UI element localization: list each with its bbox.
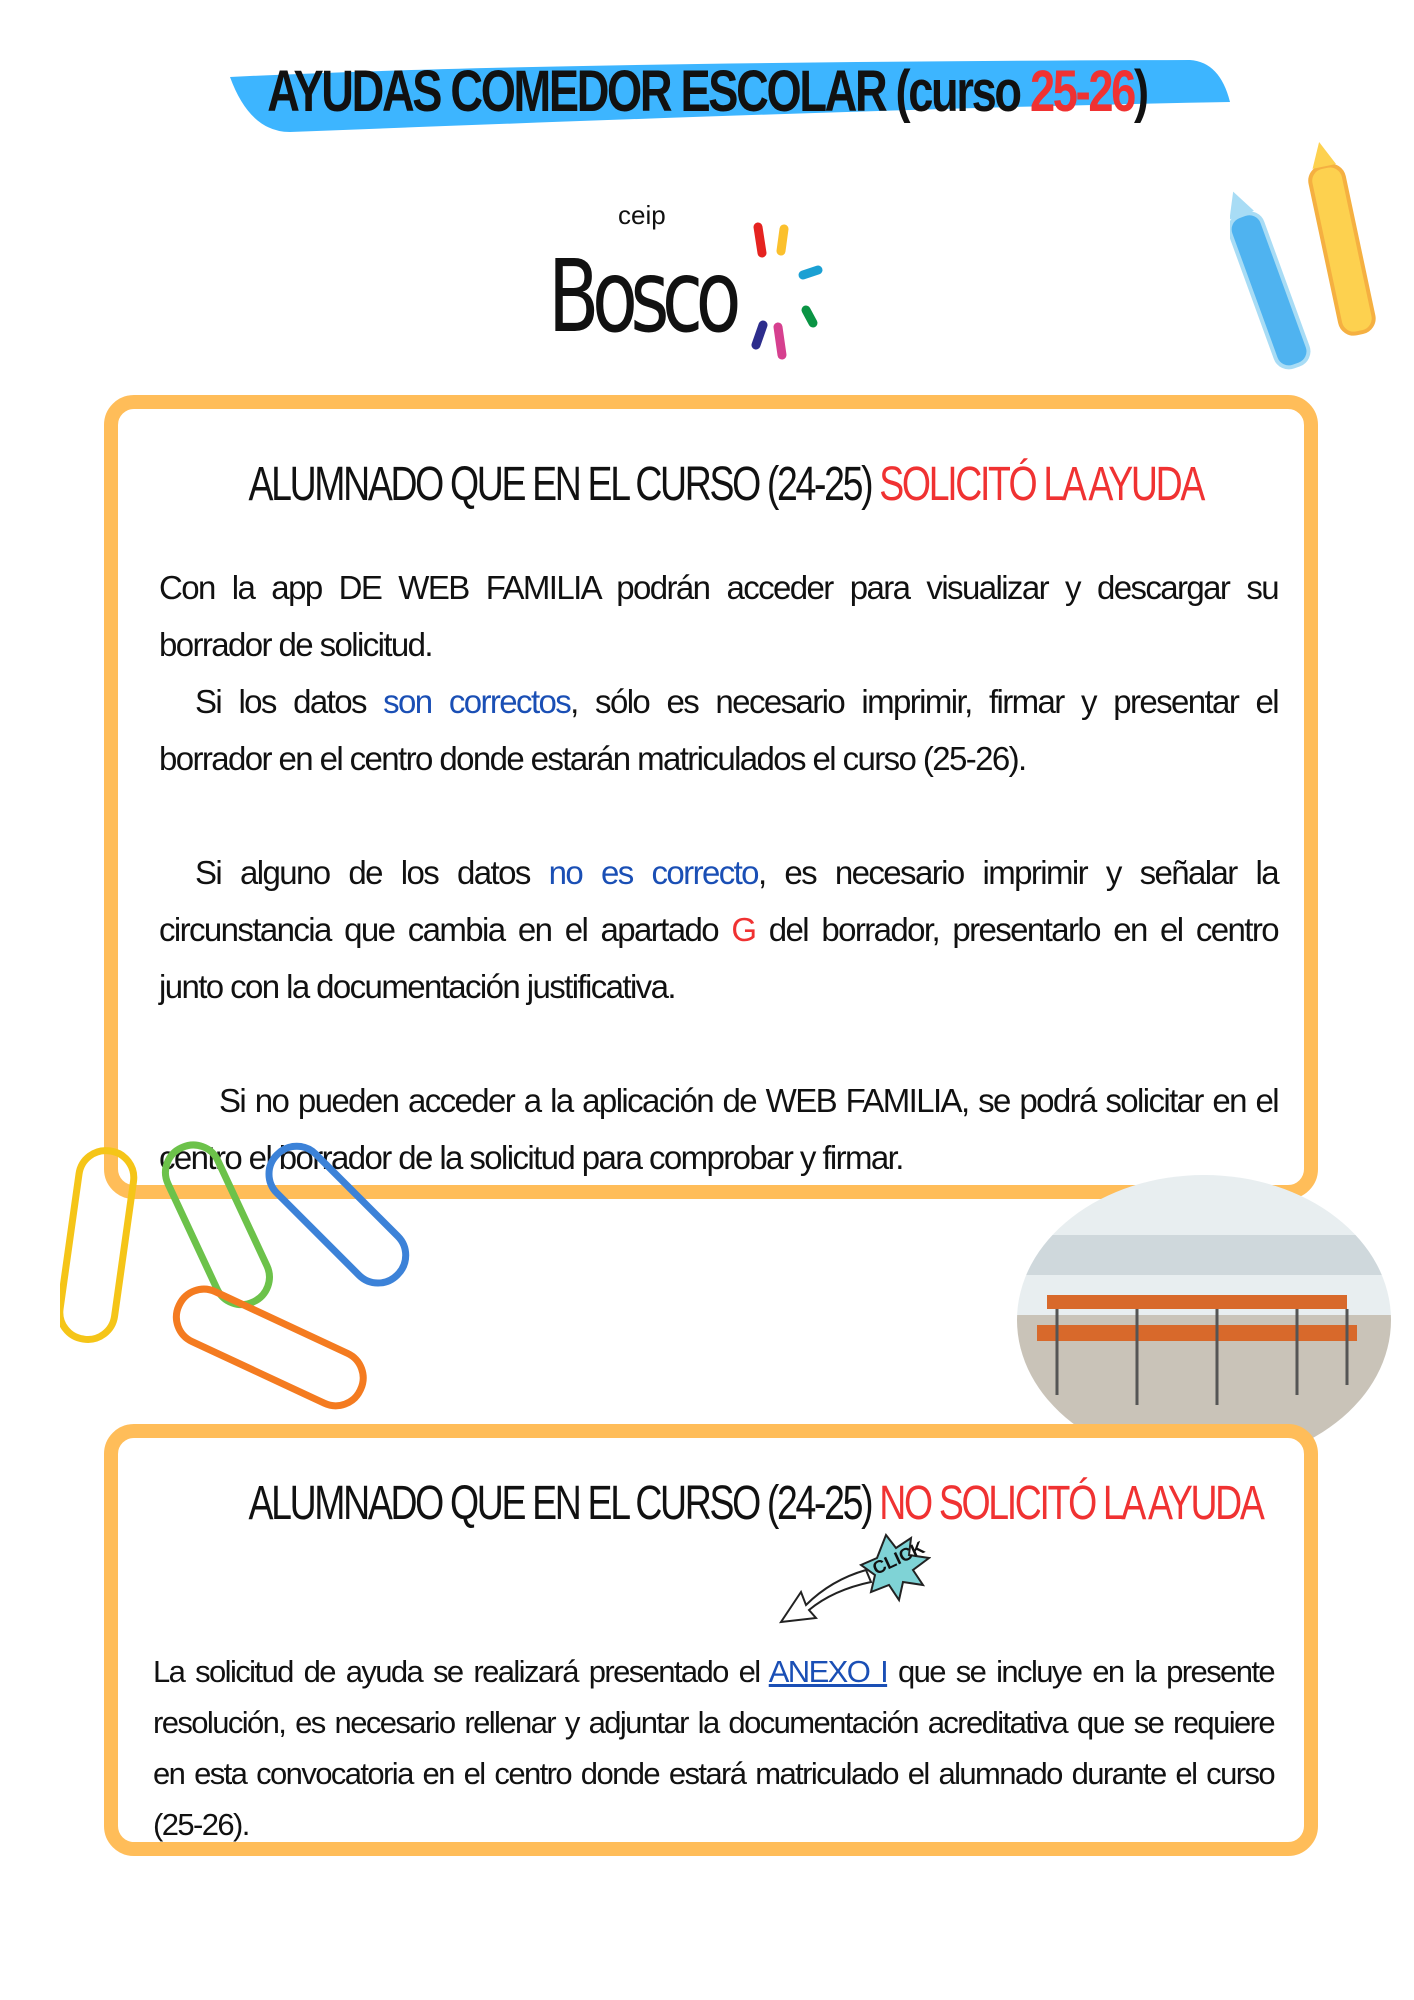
paragraph-anexo: La solicitud de ayuda se realizará presentado el ANEXO I que se incluye en la presente resolución, es necesario rellenar y adjuntar la documentación acreditativa que se requiere en esta convocatoria en el centro donde estará matriculado el alumnado durante el curso (25-26). bbox=[153, 1654, 1274, 1842]
anexo-i-link[interactable]: ANEXO I bbox=[768, 1654, 888, 1689]
paragraph-no-access: Si no pueden acceder a la aplicación de WEB FAMILIA, se podrá solicitar en el centro el borrador de la solicitud para comprobar y firmar. bbox=[159, 1082, 1278, 1176]
crayons-icon bbox=[1230, 140, 1380, 380]
paperclips-icon bbox=[60, 1140, 450, 1430]
click-label: CLICK bbox=[869, 1537, 928, 1579]
click-sticker bbox=[771, 1530, 931, 1625]
section-heading: ALUMNADO QUE EN EL CURSO (24-25) NO SOLICITÓ LA AYUDA bbox=[248, 1477, 1263, 1530]
paragraph-correct-data: Si los datos son correctos, sólo es necesario imprimir, firmar y presentar el borrador en el centro donde estarán matriculados el curso (25-26). bbox=[159, 683, 1278, 777]
school-logo bbox=[548, 200, 838, 375]
logo-name: Bosco bbox=[548, 238, 735, 355]
cafeteria-photo bbox=[1017, 1175, 1391, 1465]
section-body bbox=[153, 1646, 1274, 1850]
section-heading: ALUMNADO QUE EN EL CURSO (24-25) SOLICITÓ LA AYUDA bbox=[248, 458, 1203, 511]
paragraph-incorrect-data: Si alguno de los datos no es correcto, es necesario imprimir y señalar la circunstancia que cambia en el apartado G del borrador, presentarlo en el centro junto con la documentación justificativa. bbox=[159, 854, 1278, 1005]
logo-small: ceip bbox=[618, 200, 666, 230]
section-new-applicants bbox=[104, 1424, 1318, 1856]
section-previous-applicants bbox=[104, 395, 1318, 1199]
page-title: AYUDAS COMEDOR ESCOLAR (curso 25-26) bbox=[267, 59, 1147, 124]
section-body bbox=[159, 559, 1278, 1186]
paragraph-web-familia: Con la app DE WEB FAMILIA podrán acceder para visualizar y descargar su borrador de solicitud. bbox=[159, 569, 1278, 663]
